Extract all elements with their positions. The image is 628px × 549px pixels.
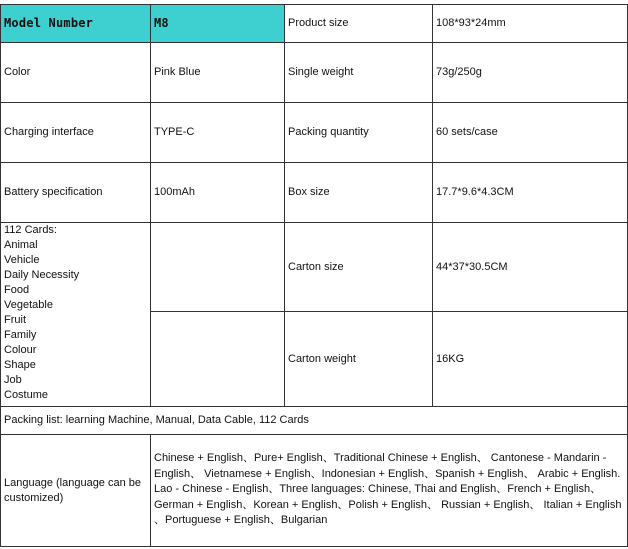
card-category: Food	[4, 284, 30, 296]
color-label: Color	[0, 43, 151, 103]
carton-size-label: Carton size	[285, 223, 433, 312]
card-category: Animal	[4, 239, 38, 251]
model-number-label: Model Number	[0, 4, 151, 43]
cards-list-cell	[0, 223, 151, 407]
product-size-label: Product size	[285, 4, 433, 43]
carton-weight-label: Carton weight	[285, 312, 433, 407]
box-size-value: 17.7*9.6*4.3CM	[433, 163, 628, 223]
battery-label: Battery specification	[0, 163, 151, 223]
single-weight-value: 73g/250g	[433, 43, 628, 103]
charging-interface-label: Charging interface	[0, 103, 151, 163]
card-category: Family	[4, 329, 37, 341]
carton-size-value: 44*37*30.5CM	[433, 223, 628, 312]
carton-weight-value: 16KG	[433, 312, 628, 407]
packing-list: Packing list: learning Machine, Manual, Data Cable, 112 Cards	[0, 407, 628, 435]
single-weight-label: Single weight	[285, 43, 433, 103]
color-value: Pink Blue	[151, 43, 285, 103]
card-category: Vegetable	[4, 299, 53, 311]
packing-quantity-value: 60 sets/case	[433, 103, 628, 163]
card-category: Job	[4, 374, 22, 386]
language-label: Language (language can be customized)	[0, 435, 151, 547]
card-category: Vehicle	[4, 254, 40, 266]
language-value: Chinese + English、Pure+ English、Traditional Chinese + English、 Cantonese - Mandarin - English、 Vietnamese + English、Indonesian + English、Spanish + English、 Arabic + English. Lao - Chinese - English、Three languages: Chinese, Thai and English、French + English、German + English、Korean + English、Polish + English、 Russian + English、 Italian + English 、Portuguese + English、Bulgarian	[151, 435, 628, 547]
model-number-value: M8	[151, 4, 285, 43]
battery-value: 100mAh	[151, 163, 285, 223]
charging-interface-value: TYPE-C	[151, 103, 285, 163]
card-category: Fruit	[4, 314, 26, 326]
empty-cell-1	[151, 223, 285, 312]
product-size-value: 108*93*24mm	[433, 4, 628, 43]
empty-cell-2	[151, 312, 285, 407]
box-size-label: Box size	[285, 163, 433, 223]
cards-title: 112 Cards:	[4, 224, 57, 236]
card-category: Daily Necessity	[4, 269, 80, 281]
card-category: Shape	[4, 359, 36, 371]
card-category: Colour	[4, 344, 37, 356]
card-category: Costume	[4, 389, 49, 401]
packing-quantity-label: Packing quantity	[285, 103, 433, 163]
